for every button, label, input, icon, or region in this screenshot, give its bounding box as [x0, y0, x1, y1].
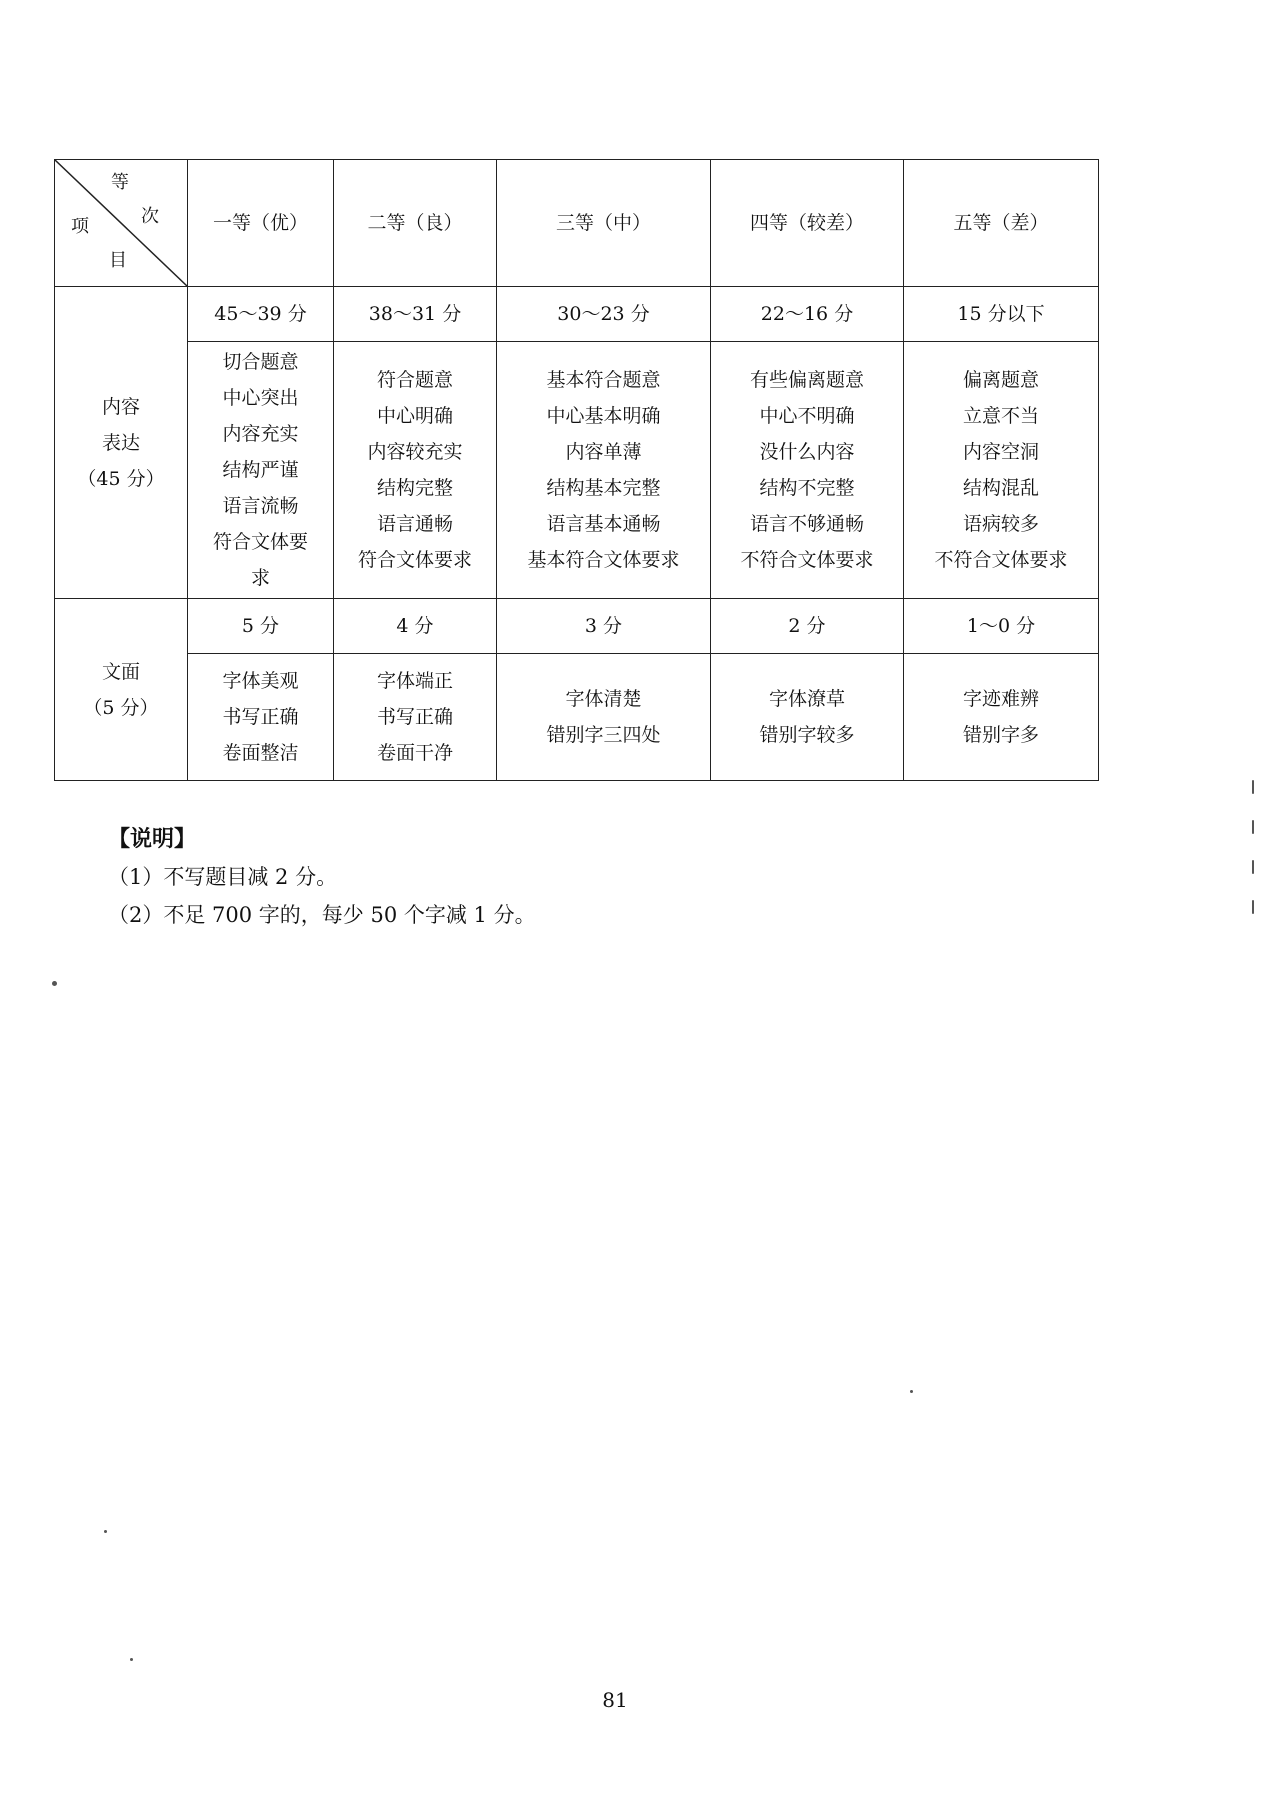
grade-header-5: 五等（差） — [904, 160, 1099, 287]
surface-score-2: 4 分 — [334, 599, 497, 654]
content-score-row — [55, 287, 1099, 342]
surface-score-4: 2 分 — [711, 599, 904, 654]
grade-header-1: 一等（优） — [188, 160, 334, 287]
surface-desc-2: 字体端正 书写正确 卷面干净 — [334, 654, 497, 781]
surface-desc-1: 字体美观 书写正确 卷面整洁 — [188, 654, 334, 781]
surface-description-row — [55, 654, 1099, 781]
scan-speck — [1252, 860, 1254, 874]
surface-desc-4: 字体潦草 错别字较多 — [711, 654, 904, 781]
content-score-1: 45～39 分 — [188, 287, 334, 342]
content-desc-2: 符合题意 中心明确 内容较充实 结构完整 语言通畅 符合文体要求 — [334, 342, 497, 599]
scan-speck — [1252, 900, 1254, 914]
notes-section — [108, 820, 536, 934]
grade-header-3: 三等（中） — [497, 160, 711, 287]
surface-desc-3: 字体清楚 错别字三四处 — [497, 654, 711, 781]
scan-speck — [1252, 780, 1254, 794]
corner-label-bottom: 目 — [109, 250, 127, 271]
content-desc-1: 切合题意 中心突出 内容充实 结构严谨 语言流畅 符合文体要 求 — [188, 342, 334, 599]
content-score-2: 38～31 分 — [334, 287, 497, 342]
page-number: 81 — [602, 1688, 628, 1712]
notes-title: 【说明】 — [108, 826, 197, 852]
surface-row-label: 文面 （5 分） — [55, 599, 188, 781]
content-desc-3: 基本符合题意 中心基本明确 内容单薄 结构基本完整 语言基本通畅 基本符合文体要求 — [497, 342, 711, 599]
content-desc-5: 偏离题意 立意不当 内容空洞 结构混乱 语病较多 不符合文体要求 — [904, 342, 1099, 599]
corner-label-top: 等 — [111, 172, 129, 193]
grading-rubric-table — [54, 159, 1099, 781]
corner-label-right: 次 — [141, 206, 159, 227]
content-score-3: 30～23 分 — [497, 287, 711, 342]
scan-speck — [910, 1390, 913, 1393]
scan-speck — [1252, 820, 1254, 834]
grade-header-2: 二等（良） — [334, 160, 497, 287]
scan-speck — [52, 981, 57, 986]
content-score-5: 15 分以下 — [904, 287, 1099, 342]
scan-speck — [104, 1530, 107, 1533]
surface-score-1: 5 分 — [188, 599, 334, 654]
content-desc-4: 有些偏离题意 中心不明确 没什么内容 结构不完整 语言不够通畅 不符合文体要求 — [711, 342, 904, 599]
grade-header-4: 四等（较差） — [711, 160, 904, 287]
corner-label-left: 项 — [71, 216, 89, 237]
content-description-row — [55, 342, 1099, 599]
content-row-label: 内容 表达 （45 分） — [55, 287, 188, 599]
note-item-2: （2）不足 700 字的，每少 50 个字减 1 分。 — [108, 903, 536, 927]
surface-desc-5: 字迹难辨 错别字多 — [904, 654, 1099, 781]
surface-score-5: 1～0 分 — [904, 599, 1099, 654]
surface-score-row — [55, 599, 1099, 654]
header-row — [55, 160, 1099, 287]
content-score-4: 22～16 分 — [711, 287, 904, 342]
note-item-1: （1）不写题目减 2 分。 — [108, 865, 338, 889]
surface-score-3: 3 分 — [497, 599, 711, 654]
scan-speck — [130, 1658, 133, 1661]
corner-header-cell — [55, 160, 188, 287]
